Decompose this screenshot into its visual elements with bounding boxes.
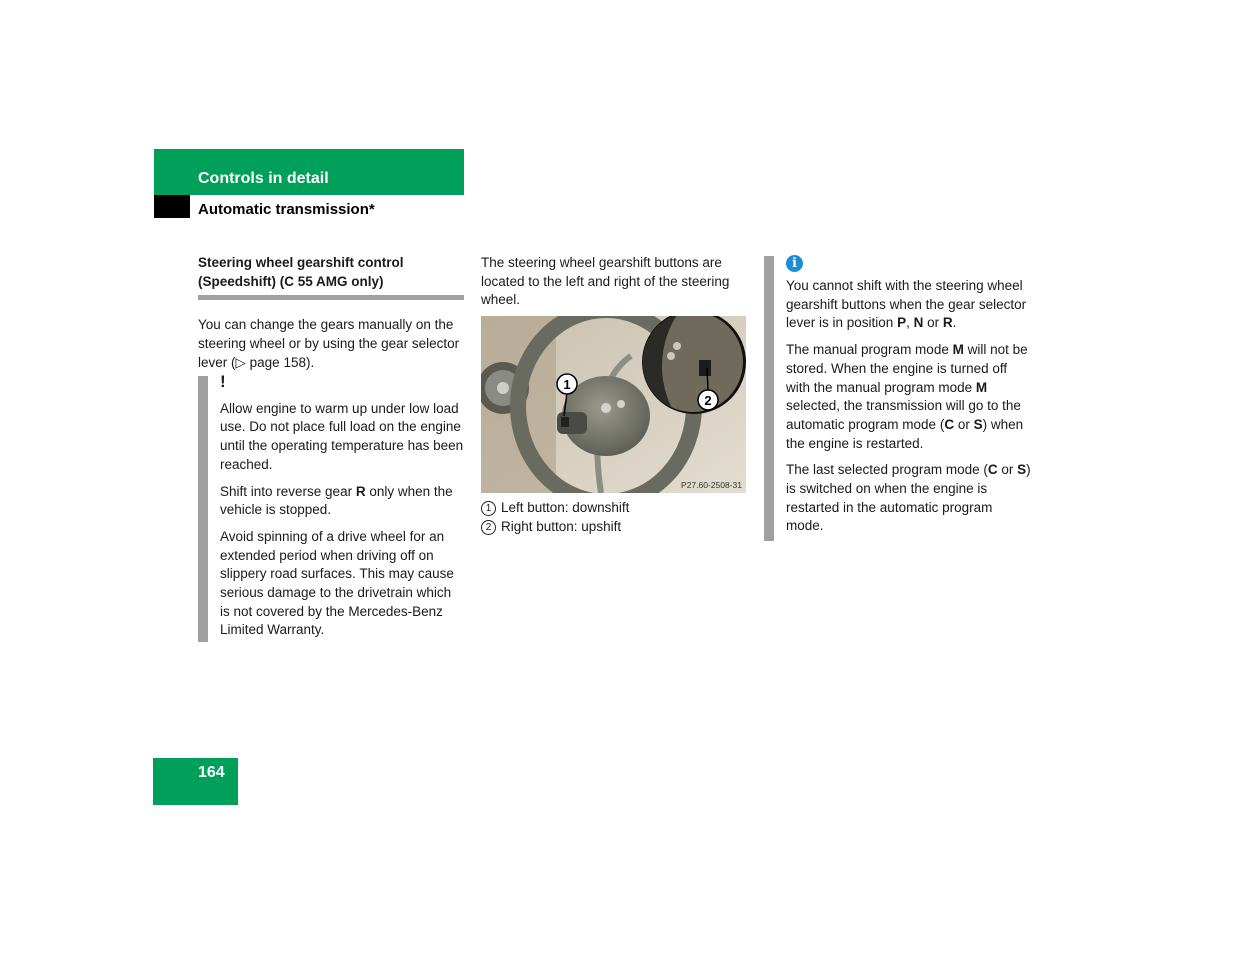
warning-note xyxy=(220,373,464,648)
caption-item: 2 Right button: upshift xyxy=(481,517,629,536)
info-paragraph: You cannot shift with the steering wheel gearshift buttons when the gear selector lever is in position P, N or R. xyxy=(786,278,1027,331)
middle-column xyxy=(481,254,747,318)
page-number: 164 xyxy=(198,764,225,781)
info-bar xyxy=(764,256,774,541)
section-heading: Steering wheel gearshift control (Speedshift) (C 55 AMG only) xyxy=(198,254,464,300)
caption-item: 1 Left button: downshift xyxy=(481,498,629,517)
page-ref-arrow-icon: ▷ xyxy=(235,354,246,370)
warning-icon: ! xyxy=(220,372,226,391)
header-marker xyxy=(154,195,190,218)
page-number-box xyxy=(153,758,238,805)
info-icon: i xyxy=(786,255,803,272)
figure-code: P27.60-2508-31 xyxy=(681,480,742,490)
intro-paragraph: You can change the gears manually on the steering wheel or by using the gear selector lever (▷ page 158). xyxy=(198,317,460,370)
figure-caption xyxy=(481,498,629,536)
steering-wheel-illustration xyxy=(481,316,746,493)
figure-intro: The steering wheel gearshift buttons are located to the left and right of the steering wheel. xyxy=(481,255,730,308)
info-paragraph: The manual program mode M will not be stored. When the engine is turned off with the manual program mode M selected, the transmission will go to the automatic program mode (C or S) when the engine is restarted. xyxy=(786,342,1028,451)
warning-paragraph: Allow engine to warm up under low load use. Do not place full load on the engine until the operating temperature has been reached. xyxy=(220,400,464,472)
info-paragraph: The last selected program mode (C or S) is switched on when the engine is restarted in the automatic program mode. xyxy=(786,462,1031,534)
callout-1: 1 xyxy=(563,377,571,392)
section-title: Controls in detail xyxy=(198,170,329,187)
left-column xyxy=(198,254,464,381)
number-circle-icon: 2 xyxy=(481,520,496,535)
warning-bar xyxy=(198,376,208,642)
info-note xyxy=(786,254,1032,544)
number-circle-icon: 1 xyxy=(481,501,496,516)
warning-paragraph: Avoid spinning of a drive wheel for an extended period when driving off on slippery road surfaces. This may cause serious damage to the drivetrain which is not covered by the Mercedes-Benz Limited Warranty. xyxy=(220,528,454,638)
subsection-title: Automatic transmission* xyxy=(198,201,375,218)
steering-wheel-figure xyxy=(481,316,746,493)
warning-paragraph: Shift into reverse gear R only when the vehicle is stopped. xyxy=(220,483,453,518)
callout-2: 2 xyxy=(704,393,712,408)
